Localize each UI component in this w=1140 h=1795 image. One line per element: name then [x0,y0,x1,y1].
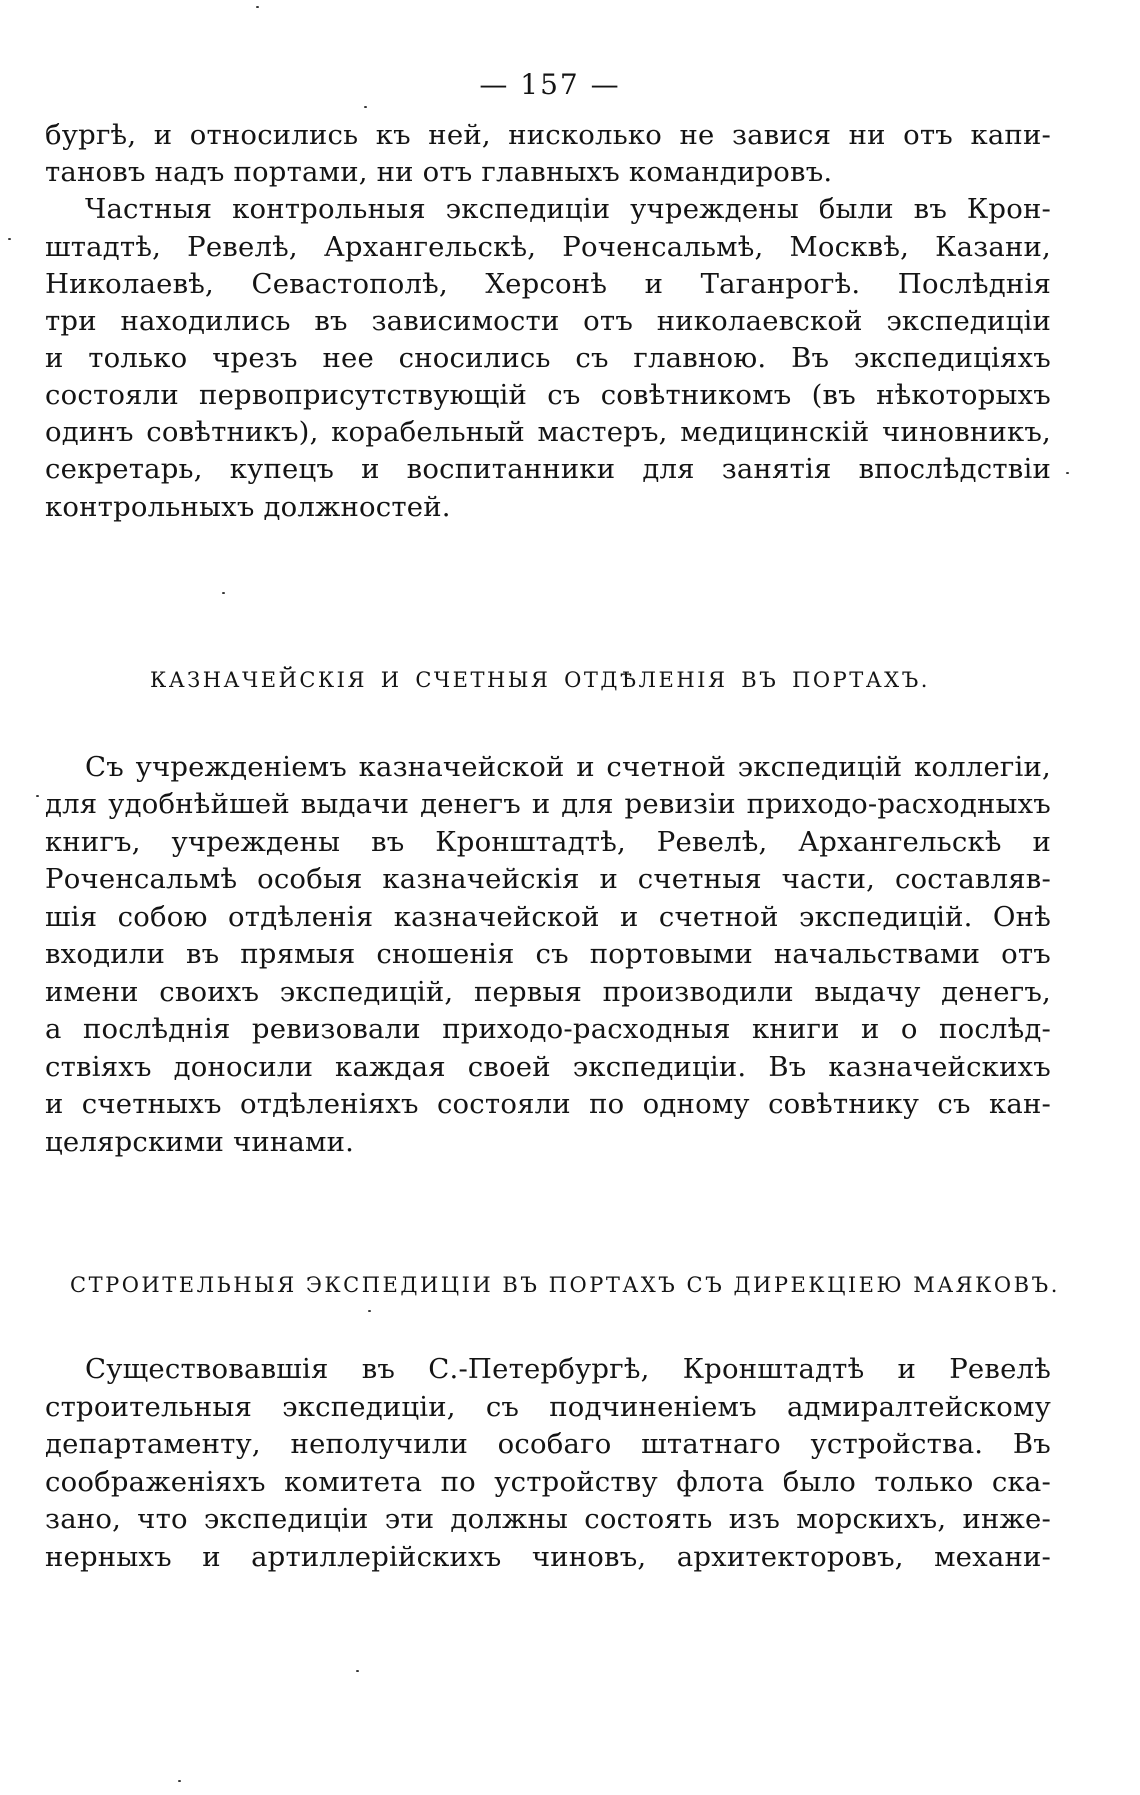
text-line: шія собою отдѣленія казначейской и счетной экспедицій. Онѣ [45,901,1051,933]
text-line: бургѣ, и относились къ ней, нисколько не завися ни отъ капи- [45,119,1051,151]
text-line: строительныя экспедиціи, съ подчиненіемъ адмиралтейскому [45,1391,1051,1423]
text-line: одинъ совѣтникъ), корабельный мастеръ, медицинскій чиновникъ, [45,416,1051,448]
text-line: целярскими чинами. [45,1126,355,1158]
text-line: ствіяхъ доносили каждая своей экспедиціи. Въ казначейскихъ [45,1051,1051,1083]
text-line: штадтѣ, Ревелѣ, Архангельскѣ, Роченсальмѣ, Москвѣ, Казани, [45,231,1051,263]
section-heading: СТРОИТЕЛЬНЫЯ ЭКСПЕДИЦІИ ВЪ ПОРТАХЪ СЪ ДИРЕКЦІЕЮ МАЯКОВЪ. [70,1273,1060,1297]
scan-speck [256,6,259,8]
text-line: секретарь, купецъ и воспитанники для занятія впослѣдствіи [45,453,1051,485]
text-line: книгъ, учреждены въ Кронштадтѣ, Ревелѣ, Архангельскѣ и [45,826,1051,858]
text-line: Съ учрежденіемъ казначейской и счетной экспедицій коллегіи, [85,751,1051,783]
scan-speck [364,106,367,108]
text-line: а послѣднія ревизовали приходо-расходныя книги и о послѣд- [45,1013,1051,1045]
scan-speck [1066,472,1069,474]
text-line: соображеніяхъ комитета по устройству флота было только ска- [45,1466,1051,1498]
scan-speck [8,238,11,240]
text-line: Николаевѣ, Севастополѣ, Херсонѣ и Таганрогѣ. Послѣднія [45,268,1051,300]
text-line: состояли первоприсутствующій съ совѣтникомъ (въ нѣкоторыхъ [45,379,1051,411]
text-line: зано, что экспедиціи эти должны состоять изъ морскихъ, инже- [45,1503,1051,1535]
text-line: входили въ прямыя сношенія съ портовыми начальствами отъ [45,938,1051,970]
text-line: и только чрезъ нее сносились съ главною. Въ экспедиціяхъ [45,342,1051,374]
text-line: департаменту, неполучили особаго штатнаго устройства. Въ [45,1428,1051,1460]
section-heading: КАЗНАЧЕЙСКІЯ И СЧЕТНЫЯ ОТДѢЛЕНІЯ ВЪ ПОРТАХЪ. [150,668,930,692]
text-line: имени своихъ экспедицій, первыя производили выдачу денегъ, [45,976,1051,1008]
scan-speck [356,1670,359,1672]
text-line: Частныя контрольныя экспедиціи учреждены были въ Крон- [85,193,1051,225]
scan-speck [36,795,39,797]
page-number: — 157 — [479,68,621,101]
scan-speck [222,592,225,594]
text-line: Существовавшія въ С.-Петербургѣ, Кронштадтѣ и Ревелѣ [85,1353,1051,1385]
text-line: контрольныхъ должностей. [45,491,451,523]
text-line: и счетныхъ отдѣленіяхъ состояли по одному совѣтнику съ кан- [45,1088,1051,1120]
scan-speck [178,1780,181,1782]
text-line: три находились въ зависимости отъ николаевской экспедиціи [45,305,1051,337]
text-line: для удобнѣйшей выдачи денегъ и для ревизіи приходо-расходныхъ [45,788,1051,820]
text-line: нерныхъ и артиллерійскихъ чиновъ, архитекторовъ, механи- [45,1541,1051,1573]
text-line: тановъ надъ портами, ни отъ главныхъ командировъ. [45,156,833,188]
scan-speck [368,1310,371,1312]
text-line: Роченсальмѣ особыя казначейскія и счетныя части, составляв- [45,863,1051,895]
